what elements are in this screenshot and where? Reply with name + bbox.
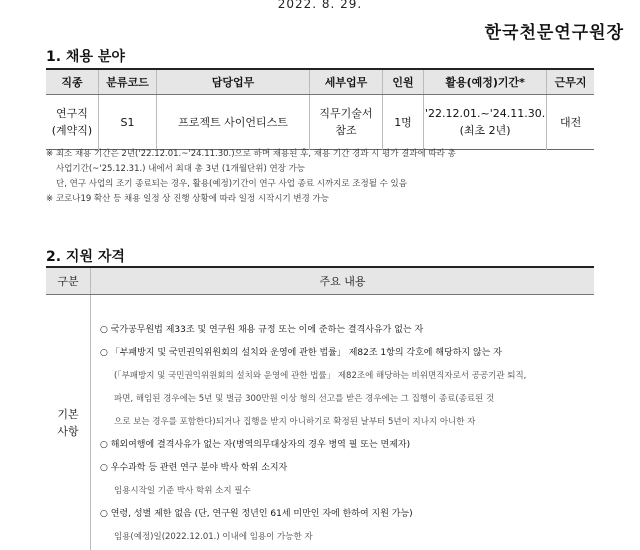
cell-period: '22.12.01.~'24.11.30. (최초 2년): [424, 95, 547, 150]
note-line: 사업기간(~'25.12.31.) 내에서 최대 총 3년 (1개월단위) 연장 가능: [46, 162, 606, 177]
document-date: 2022. 8. 29.: [0, 0, 640, 11]
cell-count: 1명: [383, 95, 424, 150]
section-title-qualification: 2. 지원 자격: [46, 246, 125, 266]
table-row: [46, 95, 594, 150]
table-row: [46, 295, 594, 550]
list-item: ○ 「부패방지 및 국민권익위원회의 설치와 운영에 관한 법률」 제82조 1항의 각호에 해당하지 않는 자: [92, 342, 593, 365]
cell-job: 연구직 (계약직): [46, 95, 99, 150]
cell-category: 기본 사항: [46, 295, 91, 550]
table-header-row: [46, 267, 594, 295]
qualification-table: [46, 266, 594, 550]
list-item: 임용(예정)일(2022.12.01.) 이내에 임용이 가능한 자: [92, 526, 593, 549]
list-item: ○ 해외여행에 결격사유가 없는 자(병역의무대상자의 경우 병역 필 또는 면제자): [92, 434, 593, 457]
col-count: 인원: [383, 69, 424, 95]
note-line: 단, 연구 사업의 조기 종료되는 경우, 활용(예정)기간이 연구 사업 종료 시까지로 조정될 수 있음: [46, 177, 606, 192]
cell-location: 대전: [547, 95, 594, 150]
cell-detail: 직무기술서 참조: [310, 95, 383, 150]
col-content: 주요 내용: [91, 267, 595, 295]
col-job: 직종: [46, 69, 99, 95]
list-item: 파면, 해임된 경우에는 5년 및 벌금 300만원 이상 형의 선고를 받은 경우에는 그 집행이 종료(종료된 것: [92, 388, 593, 411]
list-item: ○ 국가공무원법 제33조 및 연구원 채용 규정 또는 이에 준하는 결격사유가 없는 자: [92, 319, 593, 342]
col-period: 활용(예정)기간*: [424, 69, 547, 95]
list-item: ○ 연령, 성별 제한 없음 (단, 연구원 정년인 61세 미만인 자에 한하여 지원 가능): [92, 503, 593, 526]
list-item: 임용시작일 기준 박사 학위 소지 필수: [92, 480, 593, 503]
list-item: 으로 보는 경우를 포함한다)되거나 집행을 받지 아니하기로 확정된 날부터 5년이 지나지 아니한 자: [92, 411, 593, 434]
cell-code: S1: [99, 95, 157, 150]
note-line: ※ 최소 채용 기간은 2년('22.12.01.~'24.11.30.)으로 하며 채용된 후, 채용 기간 경과 시 평가 결과에 따라 총: [46, 147, 606, 162]
organization-name: 한국천문연구원장: [485, 18, 624, 43]
recruitment-notes: [46, 147, 606, 207]
col-detail: 세부업무: [310, 69, 383, 95]
recruitment-table: [46, 68, 594, 150]
list-item: ○ 우수과학 등 관련 연구 분야 박사 학위 소지자: [92, 457, 593, 480]
list-item: (「부패방지 및 국민권익위원회의 설치와 운영에 관한 법률」 제82조에 해당하는 비위면직자로서 공공기관 퇴직,: [92, 365, 593, 388]
col-code: 분류코드: [99, 69, 157, 95]
col-location: 근무지: [547, 69, 594, 95]
col-category: 구분: [46, 267, 91, 295]
table-header-row: [46, 69, 594, 95]
note-line: ※ 코로나19 확산 등 채용 일정 상 진행 상황에 따라 일정 시작시기 변경 가능: [46, 192, 606, 207]
cell-content: [91, 295, 595, 550]
col-duty: 담당업무: [157, 69, 310, 95]
cell-duty: 프로젝트 사이언티스트: [157, 95, 310, 150]
section-title-recruitment: 1. 채용 분야: [46, 46, 125, 66]
